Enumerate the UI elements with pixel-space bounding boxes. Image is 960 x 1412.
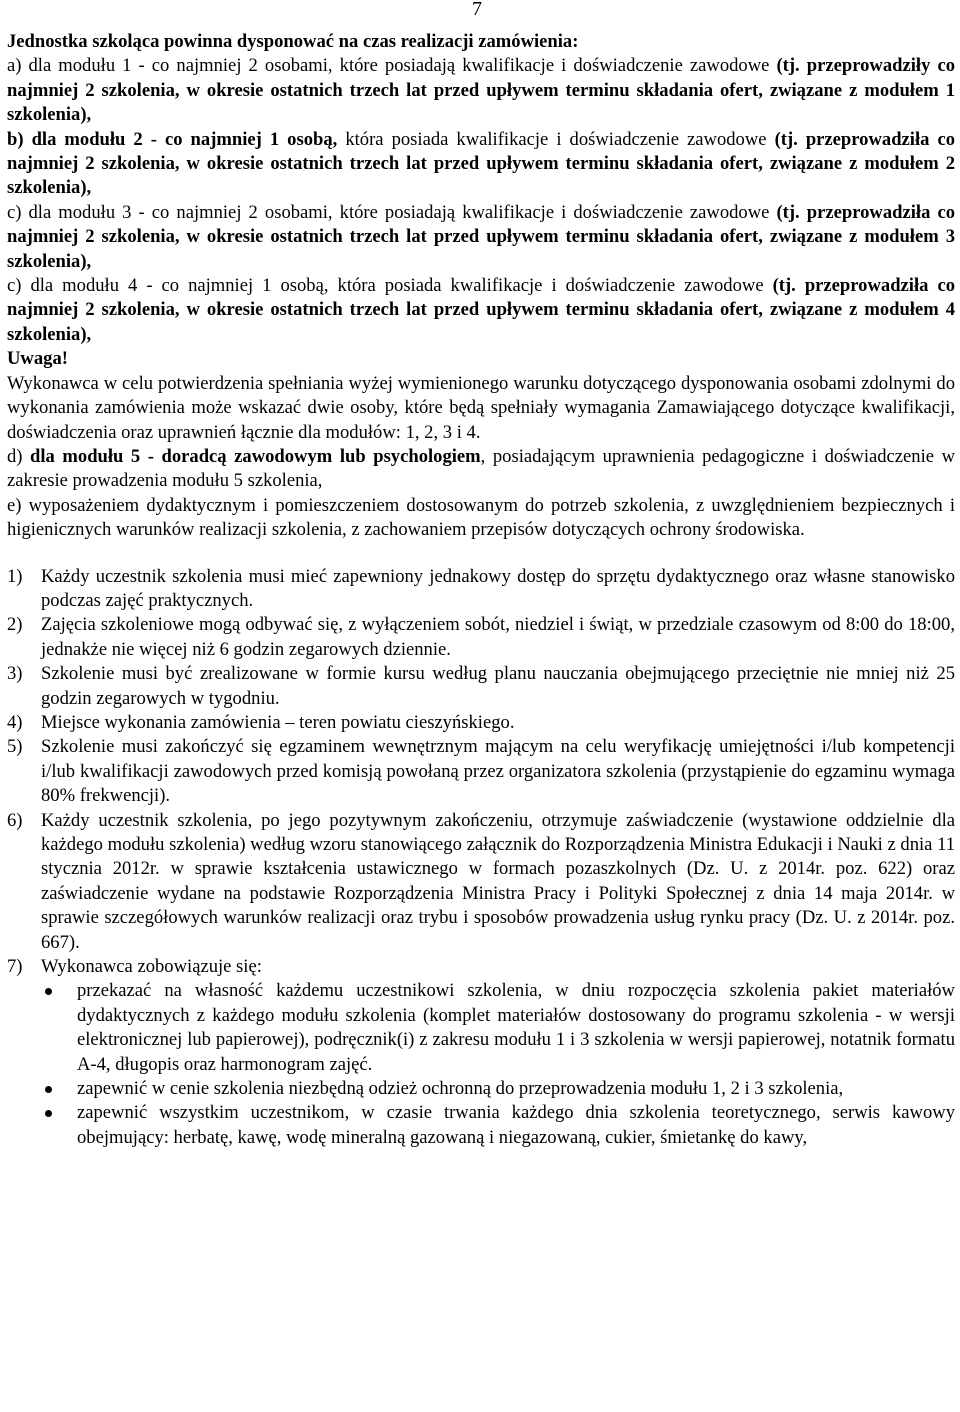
equipment-requirement: e) wyposażeniem dydaktycznym i pomieszczeniem dostosowanym do potrzeb szkolenia, z uwzględnieniem bezpiecznych i higienicznych warunków realizacji szkolenia, z zachowaniem przepisów dotyczących ochrony środowiska. [7, 494, 955, 541]
module-5-requirement [7, 445, 955, 494]
list-item [7, 711, 955, 735]
module-1-requirement [7, 54, 955, 127]
item-number: 2) [7, 614, 23, 636]
module-2-detail: (tj. przeprowadziła co najmniej 2 szkolenia, w okresie ostatnich trzech lat przed upływem terminu składania ofert, związane z modułem 2 szkolenia), [7, 128, 956, 199]
list-item [7, 565, 955, 614]
list-item [7, 735, 955, 808]
bullet-list [7, 979, 955, 1150]
numbered-list [7, 565, 955, 980]
module-4-requirement [7, 274, 955, 347]
note-label: Uwaga! [7, 348, 68, 370]
list-item [7, 809, 955, 955]
module-2-requirement [7, 128, 955, 201]
list-item [7, 955, 955, 979]
bullet-item: przekazać na własność każdemu uczestnikowi szkolenia, w dniu rozpoczęcia szkolenia pakiet materiałów dydaktycznych z każdego modułu szkolenia (komplet materiałów dostosowany do programu szkolenia - w wersji elektronicznej lub papierowej), podręcznik(i) z zakresu modułu 1 i 3 szkolenia w wersji papierowej, notatnik formatu A-4, długopis oraz harmonogram zajęć. [7, 979, 955, 1077]
document-body [7, 30, 955, 1150]
item-number: 7) [7, 956, 23, 978]
item-number: 3) [7, 663, 23, 685]
module-1-detail: (tj. przeprowadziły co najmniej 2 szkolenia, w okresie ostatnich trzech lat przed upływem terminu składania ofert, związane z modułem 1 szkolenia), [7, 55, 955, 126]
bullet-item: zapewnić w cenie szkolenia niezbędną odzież ochronną do przeprowadzenia modułu 1, 2 i 3 szkolenia, [7, 1077, 955, 1101]
module-3-detail: (tj. przeprowadziła co najmniej 2 szkolenia, w okresie ostatnich trzech lat przed upływem terminu składania ofert, związane z modułem 3 szkolenia), [7, 201, 955, 272]
module-5-lead: dla modułu 5 - doradcą zawodowym lub psychologiem [30, 445, 481, 467]
item-text: Każdy uczestnik szkolenia musi mieć zapewniony jednakowy dostęp do sprzętu dydaktycznego oraz własne stanowisko podczas zajęć praktycznych. [41, 565, 955, 611]
page-number: 7 [472, 0, 482, 20]
module-4-text: która posiada kwalifikacje i doświadczenie zawodowe [337, 275, 773, 297]
module-4-detail: (tj. przeprowadziła co najmniej 2 szkolenia, w okresie ostatnich trzech lat przed upływem terminu składania ofert, związane z modułem 4 szkolenia), [7, 275, 955, 345]
item-number: 6) [7, 809, 23, 831]
spacer [7, 543, 955, 565]
item-text: Szkolenie musi być zrealizowane w formie kursu według planu nauczania obejmującego przeciętnie nie mniej niż 25 godzin zegarowych w tygodniu. [41, 663, 955, 709]
item-text: Szkolenie musi zakończyć się egzaminem wewnętrznym mającym na celu weryfikację umiejętności i/lub kompetencji i/lub kwalifikacji zawodowych przed komisją powołaną przez organizatora szkolenia (przystąpienie do egzaminu wymaga 80% frekwencji). [41, 736, 955, 807]
module-1-text: które posiadają kwalifikacje i doświadczenie zawodowe [339, 55, 777, 77]
module-3-requirement [7, 201, 955, 274]
item-text: Miejsce wykonania zamówienia – teren powiatu cieszyńskiego. [41, 711, 515, 733]
module-3-lead: c) dla modułu 3 - co najmniej 2 osobami, [7, 201, 340, 223]
list-item [7, 662, 955, 711]
item-number: 4) [7, 711, 23, 733]
module-3-text: które posiadają kwalifikacje i doświadczenie zawodowe [339, 201, 777, 223]
item-number: 5) [7, 736, 23, 758]
module-1-lead: a) dla modułu 1 - co najmniej 2 osobami, [7, 55, 340, 77]
module-2-text: która posiada kwalifikacje i doświadczenie zawodowe [345, 128, 775, 150]
note-text: Wykonawca w celu potwierdzenia spełniania wyżej wymienionego warunku dotyczącego dysponowania osobami zdolnymi do wykonania zamówienia może wskazać dwie osoby, które będą spełniały wymagania Zamawiającego dotyczące kwalifikacji, doświadczenia oraz uprawnień łącznie dla modułów: 1, 2, 3 i 4. [7, 372, 955, 443]
item-text: Każdy uczestnik szkolenia, po jego pozytywnym zakończeniu, otrzymuje zaświadczenie (wystawione oddzielnie dla każdego modułu szkolenia) według wzoru stanowiącego załącznik do Rozporządzenia Ministra Edukacji i Nauki z dnia 11 stycznia 2012r. w sprawie kształcenia ustawicznego w formach pozaszkolnych (Dz. U. z 2014r. poz. 622) oraz zaświadczenie wydane na podstawie Rozporządzenia Ministra Pracy i Polityki Społecznej z dnia 14 maja 2014r. w sprawie szczegółowych warunków realizacji oraz trybu i sposobów prowadzenia usług rynku pracy (Dz. U. z 2014r. poz. 667). [41, 809, 955, 953]
module-4-lead: c) dla modułu 4 - co najmniej 1 osobą, [7, 275, 338, 297]
item-text: Wykonawca zobowiązuje się: [41, 956, 262, 978]
module-2-lead: b) dla modułu 2 - co najmniej 1 osobą, [7, 128, 346, 150]
bullet-item: zapewnić wszystkim uczestnikom, w czasie trwania każdego dnia szkolenia teoretycznego, serwis kawowy obejmujący: herbatę, kawę, wodę mineralną gazowaną i niegazowaną, cukier, śmietankę do kawy, [7, 1101, 955, 1150]
item-text: Zajęcia szkoleniowe mogą odbywać się, z wyłączeniem sobót, niedziel i świąt, w przedziale czasowym od 8:00 do 18:00, jednakże nie więcej niż 6 godzin zegarowych dziennie. [41, 614, 955, 660]
item-number: 1) [7, 565, 23, 587]
list-item [7, 613, 955, 662]
section-heading: Jednostka szkoląca powinna dysponować na czas realizacji zamówienia: [7, 31, 579, 52]
module-5-text: , posiadającym uprawnienia pedagogiczne i doświadczenie w zakresie prowadzenia modułu 5 szkolenia, [7, 445, 956, 492]
module-5-prefix: d) [7, 445, 31, 467]
